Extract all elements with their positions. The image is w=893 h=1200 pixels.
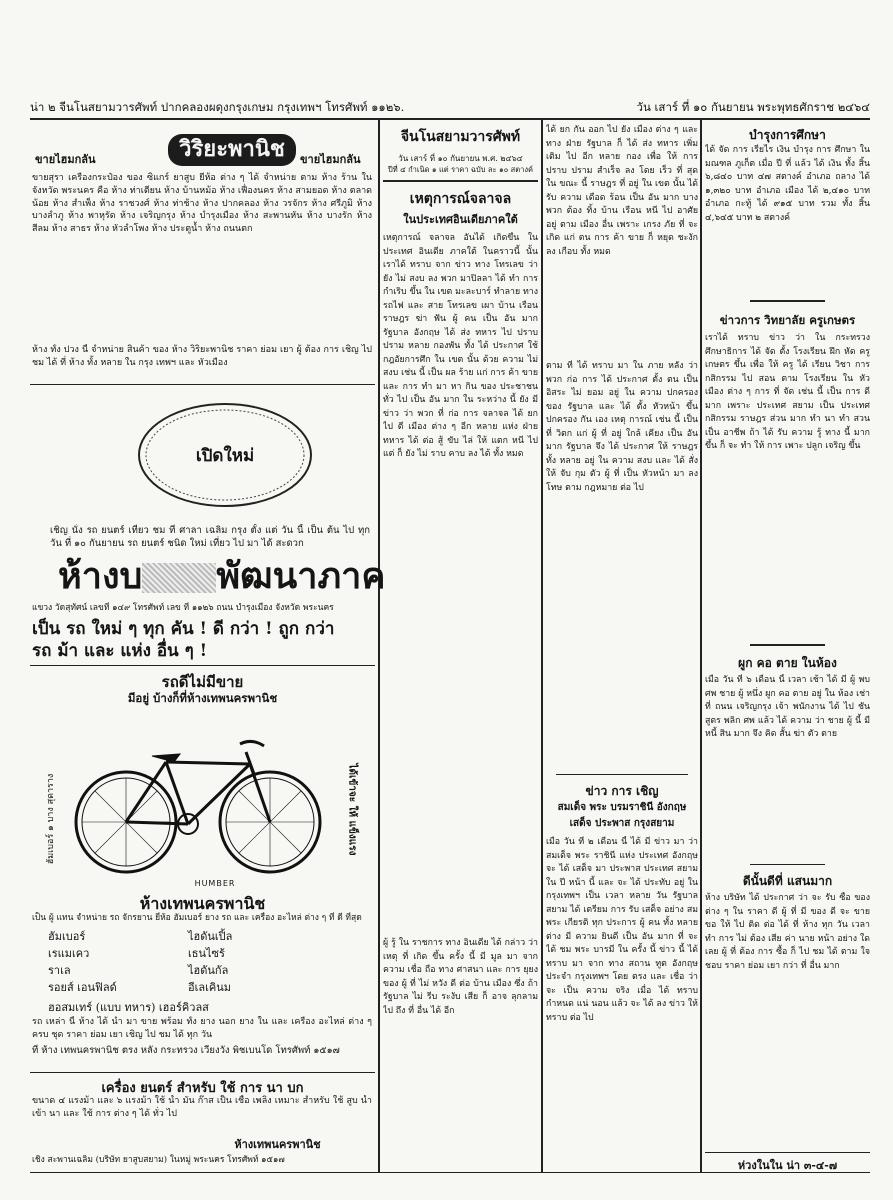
bike-shop-name: ห้างเทพนครพานิช — [139, 894, 266, 913]
ad-divider-2 — [30, 665, 375, 666]
theatre-invite: เชิญ นั่ง รถ ยนตร์ เที่ยว ชม ที่ ศาลา เฉลิม กรุง ตั้ง แต่ วัน นี้ เป็น ต้น ไป ทุก วัน ที่ ๑๐ กันยายน รถ ยนตร์ ชนิด ใหม่ เที่ยว ไป มา ได้ สะดวก — [50, 525, 370, 549]
viriya-footer-text: ห้าง ทั้ง ปวง นี้ จำหน่าย สินค้า ของ ห้าง วิริยะพานิช ราคา ย่อม เยา ผู้ ต้อง การ เชิญ ไป ชม ได้ ที่ ห้าง ทั้ง หลาย ใน กรุง เทพฯ และ หัวเมือง — [32, 345, 372, 368]
section-2-heading: ข่าวการ วิทยาลัย ครูเกษตร — [719, 313, 856, 327]
section-divider-1 — [750, 300, 825, 302]
invite-heading: ข่าว การ เชิญ — [585, 784, 659, 798]
masthead-rule — [383, 180, 538, 182]
slogan-line-1: เป็น รถ ใหม่ ๆ ทุก คัน ! ดี กว่า ! ถูก กว่า — [32, 619, 335, 639]
slogan-line-2: รถ ม้า และ แห่ง อื่น ๆ ! — [32, 641, 208, 661]
brand-left: ฮัมเบอร์ — [48, 930, 86, 943]
column-4-news — [705, 122, 870, 1172]
bike-ad-subtitle: มีอยู่ บ้างก็ที่ห้างเทพนครพานิช — [127, 691, 278, 705]
bicycle-brand-list — [48, 928, 298, 996]
brand-row — [48, 945, 298, 962]
section-divider-3 — [750, 864, 825, 865]
column-rule-2 — [541, 120, 543, 1172]
masthead-date: วัน เสาร์ ที่ ๑๐ กันยายน พ.ศ. ๒๔๖๔ — [398, 154, 523, 163]
bike-shop-address: ที่ ห้าง เทพนครพานิช ตรง หลัง กระทรวง เวียงวัง พิชเบนโด โทรศัพท์ ๑๕๑๗ — [32, 1045, 340, 1056]
section-3-heading: ผูก คอ ตาย ในห้อง — [738, 656, 837, 670]
section-1-heading: บำรุงการศึกษา — [749, 128, 826, 142]
bike-side-right — [332, 722, 372, 892]
column-2-news — [383, 122, 538, 1172]
brand-right: อีเลเคินม — [188, 981, 231, 994]
invite-subheading-1: สมเด็จ พระ บรมราชินี อังกฤษ — [557, 802, 687, 813]
oval-label: เปิดใหม่ — [195, 446, 255, 466]
oval-ad — [135, 400, 315, 510]
army-model-line: ฮอสมเทร์ (แบบ ทหาร) เฮอร์คิวลส — [48, 1001, 209, 1014]
bike-ad-title: รถดีไม่มีขาย — [161, 673, 244, 691]
brand-right: ไฮดันกัล — [188, 964, 229, 977]
masthead-price: ปีที่ ๔ กำเนิด ๑ แต่ ราคา ฉบับ ละ ๑๐ สตางค์ — [387, 165, 534, 174]
section-4-heading: ดีนั้นดีที่ แสนมาก — [742, 874, 833, 888]
news-continued-top: ได้ ยก กัน ออก ไป ยัง เมือง ต่าง ๆ และ ทาง ฝ่าย รัฐบาล ก็ ได้ ส่ง ทหาร เพิ่ม เติม ไป อีก หลาย กอง เพื่อ ให้ การ ปราบ ปราม สำเร็จ ลง โดย เร็ว ที่ สุด ใน ขณะ นี้ ราษฎร ที่ อยู่ ใน เขต นั้น ได้ รับ ความ เดือด ร้อน เป็น อัน มาก บาง พวก ต้อง ทิ้ง บ้าน เรือน หนี ไป อาศัย อยู่ ตาม เมือง อื่น เพราะ เกรง ภัย ที่ จะ เกิด แก่ ตน การ ค้า ขาย ก็ หยุด ชะงัก ลง เกือบ ทั้ง หมด — [546, 125, 698, 257]
brand-row — [48, 928, 298, 945]
news-continued-mid: ตาม ที่ ได้ ทราบ มา ใน ภาย หลัง ว่า พวก ก่อ การ ได้ ประกาศ ตั้ง ตน เป็น อิสระ ไม่ ยอม อยู่ ใน ความ ปกครอง ของ รัฐบาล และ ได้ ตั้ง หัวหน้า ขึ้น ปกครอง กัน เอง เหตุ การณ์ เช่น นี้ เป็น ที่ วิตก แก่ ผู้ ที่ อยู่ ใกล้ เคียง เป็น อัน มาก รัฐบาล จึง ได้ ประกาศ ให้ ราษฎร ทั้ง หลาย อยู่ ใน ความ สงบ และ ได้ สั่ง ให้ จับ กุม ตัว ผู้ ที่ เป็น หัวหน้า มา ลง โทษ ตาม กฎหมาย ต่อ ไป — [546, 361, 698, 493]
masthead-title: จีนโนสยามวารศัพท์ — [400, 129, 521, 145]
ad-side-left: ขายไฮมกลัน — [35, 153, 96, 166]
section-divider-2 — [750, 644, 825, 646]
invite-rule — [556, 774, 688, 775]
invite-body: เมื่อ วัน ที่ ๒ เดือน นี้ ได้ มี ข่าว มา ว่า สมเด็จ พระ ราชินี แห่ง ประเทศ อังกฤษ จะ ได้ เสด็จ มา ประพาส ประเทศ สยาม ใน ปี หน้า นี้ และ จะ ได้ ประทับ อยู่ ใน กรุงเทพฯ เป็น เวลา หลาย วัน รัฐบาล สยาม ได้ เตรียม การ รับ เสด็จ อย่าง สม พระ เกียรติ ทุก ประการ ผู้ คน ทั้ง หลาย ต่าง มี ความ ยินดี เป็น อัน มาก ที่ จะ ได้ ชม พระ บารมี ใน ครั้ง นี้ ข่าว นี้ ได้ ทราบ มา จาก ทาง สถาน ทูต อังกฤษ ประจำ กรุงเทพฯ โดย ตรง และ เชื่อ ว่า จะ เป็น ความ จริง เมื่อ ได้ ทราบ กำหนด แน่ นอน แล้ว จะ ได้ ลง ข่าว ให้ ทราบ ต่อ ไป — [546, 837, 698, 1023]
engine-ad-heading: เครื่อง ยนตร์ สำหรับ ใช้ การ นา บก — [101, 1081, 304, 1096]
header-rule — [30, 118, 870, 120]
viriya-banner: วิริยะพานิช — [168, 134, 296, 166]
engine-shop-address: เชิง สะพานเฉลิม (บริษัท ยาสูบสยาม) ในหมู่ พระนคร โทรศัพท์ ๑๕๑๗ — [32, 1155, 285, 1165]
section-3-body: เมื่อ วัน ที่ ๖ เดือน นี้ เวลา เช้า ได้ มี ผู้ พบ ศพ ชาย ผู้ หนึ่ง ผูก คอ ตาย อยู่ ใน ห้อง เช่า ที่ ถนน เจริญกรุง เจ้า พนักงาน ได้ ไป ชัน สูตร พลิก ศพ แล้ว ได้ ความ ว่า ชาย ผู้ นี้ มี หนี้ สิน มาก จึง คิด สั้น ฆ่า ตัว ตาย — [705, 675, 870, 739]
brand-left: ราเล — [48, 964, 71, 977]
brand-right: เธนไซร้ — [188, 947, 225, 960]
engine-shop-name: ห้างเทพนครพานิช — [234, 1138, 321, 1151]
bicycle-illustration — [70, 712, 330, 887]
title-smudge — [142, 563, 216, 593]
bottom-rule — [30, 1172, 870, 1173]
big-shop-address: แขวง วัดสุทัศน์ เลขที่ ๑๔๙ โทรศัพท์ เลข ที่ ๑๑๒๖ ถนน บำรุงเมือง จังหวัด พระนคร — [32, 603, 334, 613]
viriya-shop-list: ขายสุรา เครื่องกระป๋อง ของ ซิแกร์ ยาสูบ ยี่ห้อ ต่าง ๆ ได้ จำหน่าย ตาม ห้าง ร้าน ในจังหวัด พระนคร คือ ห้าง ท่าเตียน ห้าง บ้านหม้อ ห้าง เฟื่องนคร ห้าง สามยอด ห้าง ตลาดน้อย ห้าง สำเพ็ง ห้าง ราชวงศ์ ห้าง ท่าช้าง ห้าง ปากคลอง ห้าง วรจักร ห้าง ศรีภูมิ ห้าง บางลำภู ห้าง พาหุรัด ห้าง เจริญกรุง ห้าง บำรุงเมือง ห้าง สะพานหัน ห้าง บางรัก ห้าง สีลม ห้าง สาธร ห้าง หัวลำโพง ห้าง ประตูน้ำ ห้าง ถนนตก — [32, 173, 372, 235]
footer-rule — [705, 1152, 870, 1153]
section-4-body: ห้าง บริษัท ได้ ประกาศ ว่า จะ รับ ซื้อ ของ ต่าง ๆ ใน ราคา ดี ผู้ ที่ มี ของ ดี จะ ขาย ขอ ให้ ไป ติด ต่อ ได้ ที่ ห้าง ทุก วัน เวลา ทำ การ ไม่ ต้อง เสีย ค่า นาย หน้า อย่าง ใด เลย ผู้ ที่ ต้อง การ ซื้อ ก็ ไป ชม ได้ ตาม ใจ ชอบ ราคา ย่อม เยา กว่า ที่ อื่น มาก — [705, 893, 870, 971]
header-left-text: น่า ๒ จีนโนสยามวารศัพท์ ปากคลองผดุงกรุงเกษม กรุงเทพฯ โทรศัพท์ ๑๑๒๖. — [30, 100, 405, 114]
big-shop-title-part2: พัฒนาภาค — [216, 556, 386, 597]
ad-divider-3 — [30, 1072, 375, 1073]
brand-left: รอยส์ เอนฟิลด์ — [48, 981, 117, 994]
page-header — [30, 97, 870, 117]
engine-ad-body: ขนาด ๔ แรงม้า และ ๖ แรงม้า ใช้ น้ำ มัน ก๊าส เป็น เชื้อ เพลิง เหมาะ สำหรับ ใช้ สูบ น้ำ เข้า นา และ ใช้ การ ต่าง ๆ ได้ ทั่ว ไป — [32, 1096, 372, 1119]
invite-subheading-2: เสด็จ ประพาส กรุงสยาม — [569, 818, 675, 829]
news-body: เหตุการณ์ จลาจล อันได้ เกิดขึ้น ใน ประเทศ อินเดีย ภาคใต้ ในคราวนี้ นั้น เราได้ ทราบ จาก ข่าว ทาง โทรเลข ว่า ยัง ไม่ สงบ ลง พวก มาปิลลา ได้ ทำ การ กำเริบ ขึ้น ใน เขต มะละบาร์ ทำลาย ทาง รถไฟ และ สาย โทรเลข เผา บ้าน เรือน ราษฎร ฆ่า ฟัน ผู้ คน เป็น อัน มาก รัฐบาล อังกฤษ ได้ ส่ง ทหาร ไป ปราบ ปราม หลาย กองพัน ทั้ง ได้ ประกาศ ใช้ กฎอัยการศึก ใน เขต นั้น ด้วย ความ ไม่ สงบ เช่น นี้ เป็น ผล ร้าย แก่ การ ค้า ขาย และ การ ทำ มา หา กิน ของ ประชาชน ทั่ว ไป เป็น อัน มาก ใน ระหว่าง นี้ ยัง มี ข่าว ว่า พวก ที่ ก่อ การ จลาจล ได้ ยก ไป ตี เมือง ต่าง ๆ อีก หลาย แห่ง ฝ่าย ทหาร ได้ ต่อ สู้ ขับ ไล่ ให้ แตก หนี ไป แต่ ก็ ยัง ไม่ ราบ คาบ ลง ได้ ทั้ง หมด — [383, 233, 538, 459]
section-2-body: เราได้ ทราบ ข่าว ว่า ใน กระทรวง ศึกษาธิการ ได้ จัด ตั้ง โรงเรียน ฝึก หัด ครู เกษตร ขึ้น เพื่อ ให้ ครู ได้ เรียน วิชา การ กสิกรรม ไป สอน ตาม โรงเรียน ใน หัว เมือง ต่าง ๆ การ ที่ จัด เช่น นี้ เป็น การ ดี มาก เพราะ ประเทศ สยาม เป็น ประเทศ กสิกรรม ราษฎร ส่วน มาก ทำ นา ทำ สวน เป็น อาชีพ ถ้า ได้ รับ ความ รู้ ทาง นี้ มาก ขึ้น ก็ จะ ทำ ให้ การ เพาะ ปลูก เจริญ ขึ้น — [705, 333, 870, 451]
bike-shop-desc: เป็น ผู้ แทน จำหน่าย รถ จักรยาน ยี่ห้อ ฮัมเบอร์ ยาง รถ และ เครื่อง อะไหล่ ต่าง ๆ ที่ ดี ที่สุด — [32, 913, 362, 923]
section-1-body: ได้ จัด การ เรี่ยไร เงิน บำรุง การ ศึกษา ใน มณฑล ภูเก็ต เมื่อ ปี ที่ แล้ว ได้ เงิน ทั้ง สิ้น ๖,๘๔๐ บาท ๔๗ สตางค์ อำเภอ ถลาง ได้ ๑,๓๒๐ บาท อำเภอ เมือง ได้ ๒,๔๑๐ บาท อำเภอ กะทู้ ได้ ๙๑๕ บาท รวม ทั้ง สิ้น ๔,๖๔๕ บาท ๒ สตางค์ — [705, 145, 870, 223]
brand-right: ไฮดันเปิ้ล — [188, 930, 233, 943]
brand-row — [48, 979, 298, 996]
bike-shop-note: รถ เหล่า นี้ ห้าง ได้ นำ มา ขาย พร้อม ทั้ง ยาง นอก ยาง ใน และ เครื่อง อะไหล่ ต่าง ๆ ครบ ชุด ราคา ย่อม เยา เชิญ ไป ชม ได้ ทุก วัน — [32, 1017, 372, 1040]
page-footer-note: ห่วงในใน น่า ๓-๔-๗ — [737, 1159, 838, 1172]
column-3-news — [546, 122, 698, 1172]
big-shop-title-part1: ห้างบ — [58, 556, 143, 597]
bike-side-left-text: ฮัมเบอร์ ๑ บาง สุดาราง — [46, 773, 56, 865]
news-title: เหตุการณ์จลาจล — [409, 191, 512, 207]
header-date: วัน เสาร์ ที่ ๑๐ กันยายน พระพุทธศักราช ๒๔๖๔ — [636, 100, 870, 114]
column-1-advertisements — [30, 122, 386, 1172]
ad-divider-1 — [30, 384, 375, 385]
news-body-continued: ผู้ รู้ ใน ราชการ ทาง อินเดีย ได้ กล่าว ว่า เหตุ ที่ เกิด ขึ้น ครั้ง นี้ มี มูล มา จาก ความ เชื่อ ถือ ทาง ศาสนา และ การ ยุยง ของ ผู้ ที่ ไม่ หวัง ดี ต่อ บ้าน เมือง ซึ่ง ถ้า รัฐบาล ไม่ รีบ ระงับ เสีย ก็ อาจ ลุกลาม ไป ถึง ที่ อื่น ได้ อีก — [383, 938, 538, 1016]
news-subtitle: ในประเทศอินเดียภาคใต้ — [403, 213, 518, 226]
brand-left: เรแมเคว — [48, 947, 90, 960]
bike-side-left — [35, 742, 65, 902]
brand-row — [48, 962, 298, 979]
column-rule-1 — [378, 120, 380, 1172]
column-rule-3 — [700, 120, 702, 1172]
big-shop-title — [58, 554, 386, 600]
bike-side-right-text: ได้เข้าจะ ให้ แข็งแรง — [346, 763, 358, 856]
ad-side-right: ขายไฮมกลัน — [300, 153, 361, 166]
bike-brand-label: HUMBER — [194, 879, 236, 888]
